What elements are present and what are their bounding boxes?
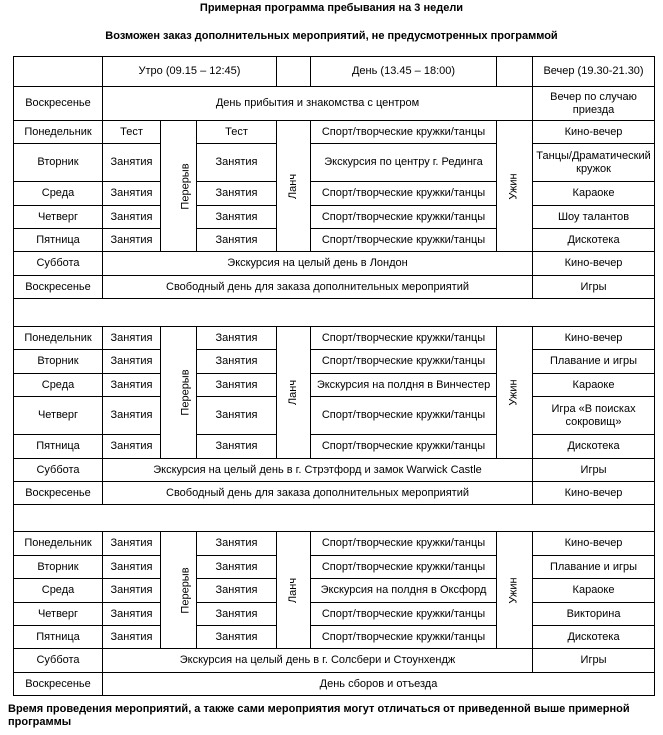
- day-cell: Понедельник: [14, 532, 103, 556]
- header-day: День (13.45 – 18:00): [311, 57, 497, 87]
- evening-cell: Игра «В поисках сокровищ»: [533, 397, 655, 435]
- evening-cell: Плавание и игры: [533, 350, 655, 374]
- morning2-cell: Занятия: [197, 626, 277, 649]
- lunch-cell: [277, 327, 311, 459]
- morning2-cell: Занятия: [197, 603, 277, 626]
- day-cell: Понедельник: [14, 327, 103, 350]
- day-cell: Вторник: [14, 556, 103, 579]
- dinner-cell: [497, 532, 533, 649]
- morning2-cell: Занятия: [197, 144, 277, 182]
- day-cell: Воскресенье: [14, 673, 103, 696]
- dinner-cell: [497, 327, 533, 459]
- header-row: [14, 57, 655, 87]
- break-cell: [161, 327, 197, 459]
- evening-cell: Дискотека: [533, 435, 655, 459]
- day-cell: Воскресенье: [14, 87, 103, 121]
- full-day-cell: День сборов и отъезда: [103, 673, 655, 696]
- day-cell: Понедельник: [14, 121, 103, 144]
- afternoon-cell: Экскурсия на полдня в Оксфорд: [311, 579, 497, 603]
- afternoon-cell: Экскурсия на полдня в Винчестер: [311, 374, 497, 397]
- evening-cell: Караоке: [533, 182, 655, 206]
- table-row: [14, 649, 655, 673]
- week-separator: [14, 505, 655, 532]
- day-cell: Суббота: [14, 649, 103, 673]
- separator-cell: [14, 505, 655, 532]
- day-cell: Среда: [14, 374, 103, 397]
- table-row: [14, 579, 655, 603]
- morning2-cell: Занятия: [197, 397, 277, 435]
- evening-cell: Игры: [533, 276, 655, 299]
- table-row: [14, 435, 655, 459]
- lunch-label: Ланч: [287, 379, 300, 406]
- table-row: [14, 121, 655, 144]
- evening-cell: Игры: [533, 649, 655, 673]
- evening-cell: Кино-вечер: [533, 252, 655, 276]
- table-row: [14, 603, 655, 626]
- dinner-cell: [497, 121, 533, 252]
- table-row: [14, 206, 655, 229]
- dinner-label: Ужин: [508, 576, 521, 604]
- afternoon-cell: Спорт/творческие кружки/танцы: [311, 121, 497, 144]
- morning2-cell: Занятия: [197, 229, 277, 252]
- morning2-cell: Занятия: [197, 435, 277, 459]
- morning2-cell: Занятия: [197, 327, 277, 350]
- day-cell: Вторник: [14, 144, 103, 182]
- morning2-cell: Тест: [197, 121, 277, 144]
- day-cell: Воскресенье: [14, 482, 103, 505]
- table-row: [14, 87, 655, 121]
- evening-cell: Дискотека: [533, 626, 655, 649]
- lunch-label: Ланч: [287, 577, 300, 603]
- morning1-cell: Занятия: [103, 350, 161, 374]
- evening-cell: Кино-вечер: [533, 482, 655, 505]
- break-cell: [161, 532, 197, 649]
- morning1-cell: Занятия: [103, 532, 161, 556]
- day-cell: Среда: [14, 182, 103, 206]
- evening-cell: Викторина: [533, 603, 655, 626]
- morning1-cell: Занятия: [103, 397, 161, 435]
- morning1-cell: Занятия: [103, 206, 161, 229]
- morning2-cell: Занятия: [197, 374, 277, 397]
- evening-cell: Кино-вечер: [533, 327, 655, 350]
- header-evening: Вечер (19.30-21.30): [533, 57, 655, 87]
- morning2-cell: Занятия: [197, 556, 277, 579]
- table-row: [14, 482, 655, 505]
- afternoon-cell: Спорт/творческие кружки/танцы: [311, 603, 497, 626]
- evening-cell: Караоке: [533, 579, 655, 603]
- morning1-cell: Занятия: [103, 603, 161, 626]
- day-cell: Четверг: [14, 603, 103, 626]
- full-day-cell: Экскурсия на целый день в г. Солсбери и Стоунхендж: [103, 649, 533, 673]
- morning1-cell: Занятия: [103, 182, 161, 206]
- lunch-cell: [277, 532, 311, 649]
- morning1-cell: Тест: [103, 121, 161, 144]
- full-day-cell: Экскурсия на целый день в г. Стрэтфорд и замок Warwick Castle: [103, 459, 533, 482]
- table-row: [14, 327, 655, 350]
- morning1-cell: Занятия: [103, 556, 161, 579]
- day-cell: Среда: [14, 579, 103, 603]
- dinner-label: Ужин: [508, 379, 521, 406]
- table-row: [14, 350, 655, 374]
- morning2-cell: Занятия: [197, 182, 277, 206]
- morning2-cell: Занятия: [197, 579, 277, 603]
- day-cell: Четверг: [14, 397, 103, 435]
- morning2-cell: Занятия: [197, 206, 277, 229]
- break-label: Перерыв: [179, 162, 192, 210]
- full-day-cell: Свободный день для заказа дополнительных мероприятий: [103, 276, 533, 299]
- page-subtitle: Возможен заказ дополнительных мероприятий, не предусмотренных программой: [105, 30, 558, 42]
- day-cell: Суббота: [14, 252, 103, 276]
- evening-cell: Игры: [533, 459, 655, 482]
- table-row: [14, 556, 655, 579]
- afternoon-cell: Спорт/творческие кружки/танцы: [311, 626, 497, 649]
- evening-cell: Шоу талантов: [533, 206, 655, 229]
- afternoon-cell: Спорт/творческие кружки/танцы: [311, 206, 497, 229]
- day-cell: Пятница: [14, 229, 103, 252]
- full-day-cell: День прибытия и знакомства с центром: [103, 87, 533, 121]
- table-row: [14, 626, 655, 649]
- table-row: [14, 532, 655, 556]
- morning2-cell: Занятия: [197, 350, 277, 374]
- morning1-cell: Занятия: [103, 435, 161, 459]
- day-cell: Воскресенье: [14, 276, 103, 299]
- break-label: Перерыв: [179, 566, 192, 614]
- separator-cell: [14, 299, 655, 327]
- morning2-cell: Занятия: [197, 532, 277, 556]
- afternoon-cell: Спорт/творческие кружки/танцы: [311, 556, 497, 579]
- lunch-cell: [277, 121, 311, 252]
- break-cell: [161, 121, 197, 252]
- afternoon-cell: Спорт/творческие кружки/танцы: [311, 229, 497, 252]
- full-day-cell: Экскурсия на целый день в Лондон: [103, 252, 533, 276]
- evening-cell: Кино-вечер: [533, 532, 655, 556]
- header-spacer-cell: [497, 57, 533, 87]
- morning1-cell: Занятия: [103, 144, 161, 182]
- evening-cell: Караоке: [533, 374, 655, 397]
- day-cell: Пятница: [14, 435, 103, 459]
- morning1-cell: Занятия: [103, 626, 161, 649]
- morning1-cell: Занятия: [103, 579, 161, 603]
- afternoon-cell: Спорт/творческие кружки/танцы: [311, 182, 497, 206]
- table-row: [14, 397, 655, 435]
- table-row: [14, 459, 655, 482]
- table-row: [14, 144, 655, 182]
- full-day-cell: Свободный день для заказа дополнительных мероприятий: [103, 482, 533, 505]
- schedule-table: [13, 56, 655, 696]
- dinner-label: Ужин: [508, 172, 521, 200]
- table-row: [14, 252, 655, 276]
- afternoon-cell: Спорт/творческие кружки/танцы: [311, 327, 497, 350]
- afternoon-cell: Спорт/творческие кружки/танцы: [311, 397, 497, 435]
- day-cell: Суббота: [14, 459, 103, 482]
- day-cell: Вторник: [14, 350, 103, 374]
- day-cell: Пятница: [14, 626, 103, 649]
- afternoon-cell: Спорт/творческие кружки/танцы: [311, 435, 497, 459]
- morning1-cell: Занятия: [103, 229, 161, 252]
- table-row: [14, 229, 655, 252]
- table-row: [14, 673, 655, 696]
- afternoon-cell: Спорт/творческие кружки/танцы: [311, 350, 497, 374]
- evening-cell: Кино-вечер: [533, 121, 655, 144]
- header-empty-cell: [14, 57, 103, 87]
- evening-cell: Вечер по случаю приезда: [533, 87, 655, 121]
- evening-cell: Плавание и игры: [533, 556, 655, 579]
- page-title: Примерная программа пребывания на 3 недели: [199, 2, 464, 14]
- day-cell: Четверг: [14, 206, 103, 229]
- afternoon-cell: Спорт/творческие кружки/танцы: [311, 532, 497, 556]
- morning1-cell: Занятия: [103, 327, 161, 350]
- header-spacer-cell: [277, 57, 311, 87]
- table-row: [14, 276, 655, 299]
- evening-cell: Танцы/Драматический кружок: [533, 144, 655, 182]
- footer-note: Время проведения мероприятий, а также сами мероприятия могут отличаться от приведенной выше примерной программы: [8, 703, 630, 728]
- week-separator: [14, 299, 655, 327]
- break-label: Перерыв: [179, 369, 192, 416]
- table-row: [14, 374, 655, 397]
- table-row: [14, 182, 655, 206]
- afternoon-cell: Экскурсия по центру г. Рединга: [311, 144, 497, 182]
- evening-cell: Дискотека: [533, 229, 655, 252]
- lunch-label: Ланч: [287, 173, 300, 199]
- header-morning: Утро (09.15 – 12:45): [103, 57, 277, 87]
- morning1-cell: Занятия: [103, 374, 161, 397]
